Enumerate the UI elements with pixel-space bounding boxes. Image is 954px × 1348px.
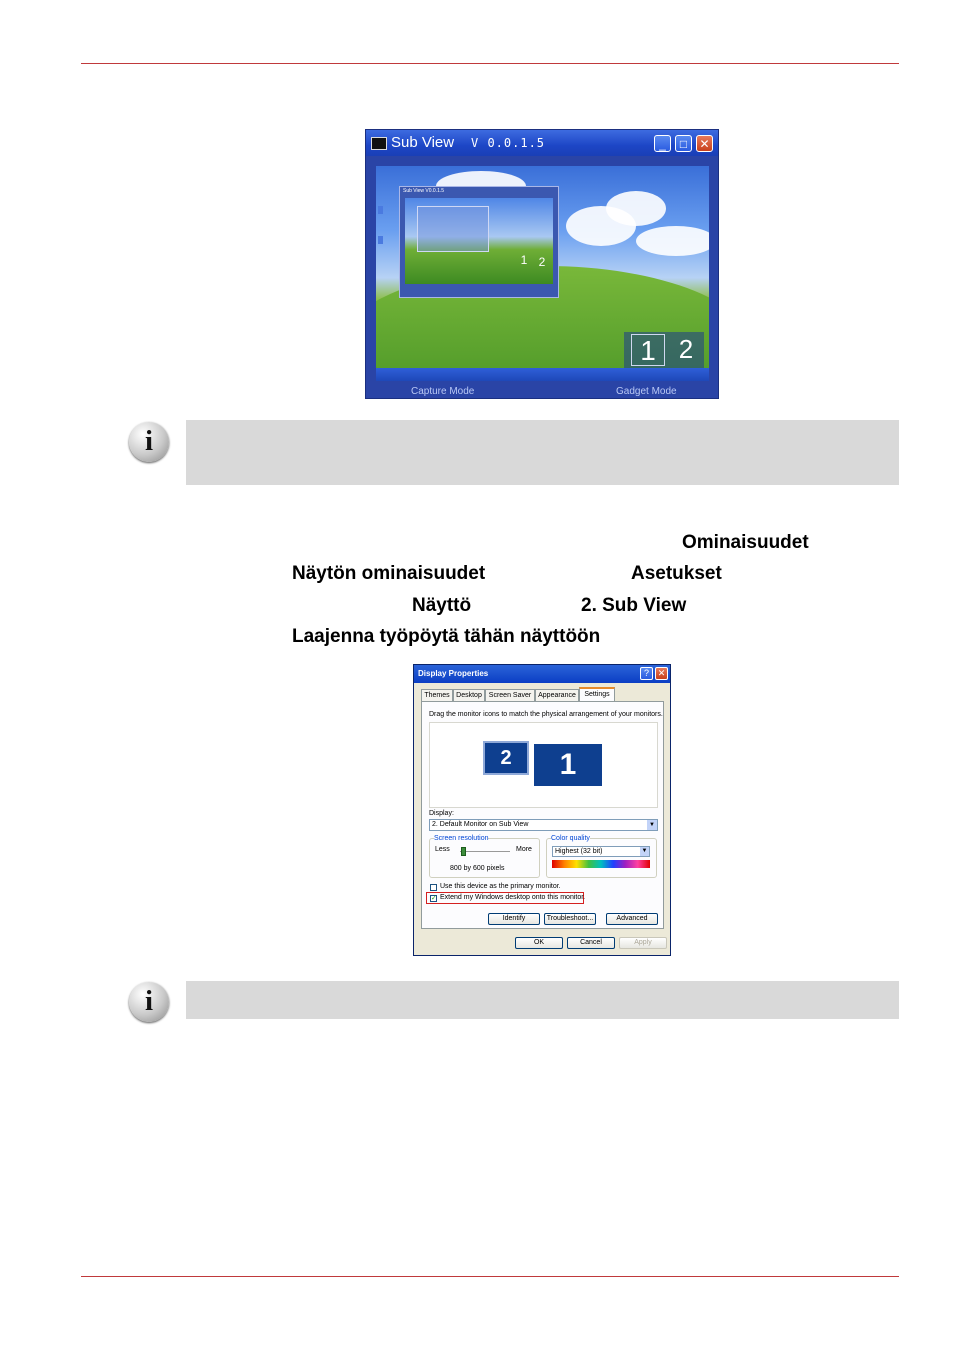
tab-settings[interactable]: Settings [579, 687, 615, 702]
tab-desktop[interactable]: Desktop [453, 689, 485, 701]
cancel-button[interactable]: Cancel [567, 937, 615, 949]
ominaisuudet-text: Ominaisuudet [682, 532, 809, 553]
tab-screen-saver[interactable]: Screen Saver [485, 689, 535, 701]
screen-resolution-group [429, 835, 540, 878]
header-rule [81, 63, 899, 64]
settings-panel [421, 701, 664, 929]
monitor-2-icon[interactable]: 2 [483, 741, 529, 775]
identify-button[interactable]: Identify [488, 913, 540, 925]
sub-view-version: V 0.0.1.5 [471, 136, 546, 150]
display-select[interactable] [429, 819, 658, 831]
help-button[interactable]: ? [640, 667, 653, 680]
troubleshoot-button[interactable]: Troubleshoot... [544, 913, 596, 925]
nested-preview-window [399, 186, 559, 298]
tab-appearance[interactable]: Appearance [535, 689, 579, 701]
sub-view-title: Sub View [391, 134, 455, 151]
display-select-value: 2. Default Monitor on Sub View [432, 821, 529, 828]
monitor-1-icon[interactable]: 1 [534, 744, 602, 786]
monitor-area [429, 722, 658, 808]
minimize-button[interactable]: _ [654, 135, 671, 152]
dialog-title-bar[interactable] [414, 665, 670, 683]
less-label: Less [435, 846, 450, 853]
resolution-slider[interactable] [461, 847, 466, 856]
screen-resolution-label: Screen resolution [434, 835, 489, 842]
close-button[interactable]: ✕ [696, 135, 713, 152]
info-icon: i [129, 982, 169, 1022]
primary-monitor-checkbox[interactable] [430, 884, 437, 891]
info-icon: i [129, 422, 169, 462]
color-quality-value: Highest (32 bit) [555, 848, 603, 855]
footer-rule [81, 1276, 899, 1277]
nested-monitor-2: 2 [538, 255, 546, 269]
display-properties-dialog [413, 664, 671, 956]
naytan-ominaisuudet-text: Näytön ominaisuudet [292, 563, 486, 584]
drag-hint: Drag the monitor icons to match the physical arrangement of your monitors. [429, 711, 663, 718]
dialog-close-button[interactable]: ✕ [655, 667, 668, 680]
nested-monitor-1: 1 [520, 253, 528, 267]
chevron-down-icon[interactable]: ▼ [641, 848, 648, 854]
gadget-mode-label[interactable]: Gadget Mode [616, 386, 677, 397]
advanced-button[interactable]: Advanced [606, 913, 658, 925]
capture-mode-label[interactable]: Capture Mode [411, 386, 475, 397]
primary-monitor-label: Use this device as the primary monitor. [440, 883, 561, 890]
note-box [186, 981, 899, 1019]
note-box [186, 420, 899, 485]
display-label: Display: [429, 810, 454, 817]
nested-title: Sub View V0.0.1.5 [403, 188, 445, 194]
laajenna-text: Laajenna työpöytä tähän näyttöön [292, 626, 601, 647]
sub-view-title-bar[interactable] [366, 130, 718, 156]
monitor-2-indicator[interactable]: 2 [678, 334, 694, 364]
naytto-text: Näyttö [412, 595, 472, 616]
sub-view-text: 2. Sub View [581, 595, 687, 616]
app-icon [371, 137, 387, 150]
chevron-down-icon[interactable]: ▼ [647, 820, 657, 830]
dialog-title: Display Properties [418, 669, 489, 678]
tab-themes[interactable]: Themes [421, 689, 453, 701]
apply-button[interactable]: Apply [619, 937, 667, 949]
color-spectrum-bar [552, 860, 650, 868]
resolution-value: 800 by 600 pixels [450, 865, 505, 872]
preview-taskbar [376, 368, 709, 381]
extend-desktop-label: Extend my Windows desktop onto this monitor. [440, 894, 586, 901]
color-quality-select[interactable] [552, 846, 650, 857]
sub-view-window [365, 129, 719, 399]
more-label: More [516, 846, 532, 853]
color-quality-group [546, 835, 657, 878]
ok-button[interactable]: OK [515, 937, 563, 949]
monitor-1-indicator[interactable]: 1 [631, 334, 665, 366]
extend-desktop-checkbox[interactable]: ✓ [431, 895, 437, 902]
asetukset-text: Asetukset [631, 563, 722, 584]
color-quality-label: Color quality [551, 835, 590, 842]
sub-view-preview [376, 166, 709, 381]
maximize-button[interactable]: □ [675, 135, 692, 152]
